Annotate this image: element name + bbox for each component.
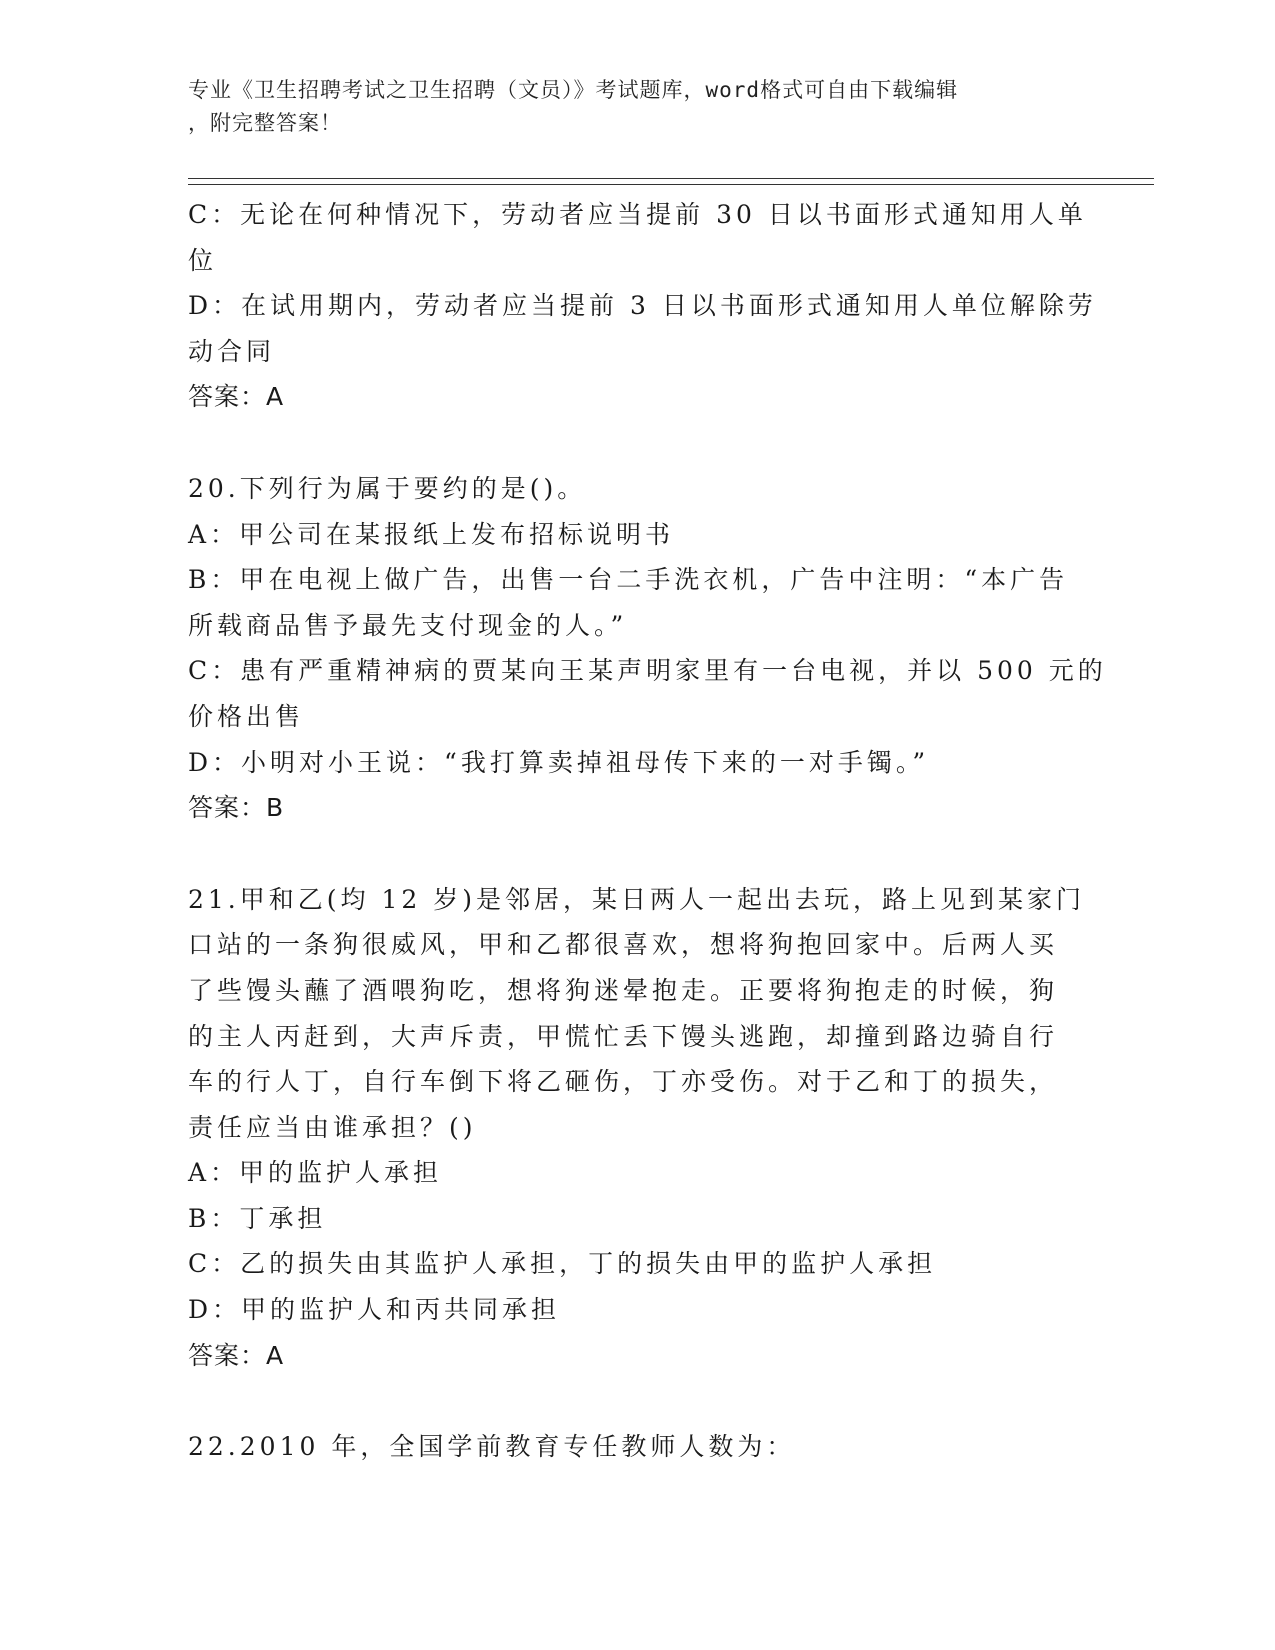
question-stem: 22.2010 年，全国学前教育专任教师人数为： [188, 1432, 796, 1462]
option-a: A：甲公司在某报纸上发布招标说明书 [188, 519, 675, 549]
option-d: D：小明对小王说：“我打算卖掉祖母传下来的一对手镯。” [188, 747, 930, 777]
option-d: D：在试用期内，劳动者应当提前 3 日以书面形式通知用人单位解除劳 [188, 291, 1097, 321]
question-stem: 20.下列行为属于要约的是()。 [188, 473, 587, 503]
question-stem-line: 车的行人丁，自行车倒下将乙砸伤，丁亦受伤。对于乙和丁的损失， [188, 1067, 1059, 1097]
question-stem-line: 口站的一条狗很威风，甲和乙都很喜欢，想将狗抱回家中。后两人买 [188, 930, 1059, 960]
option-b-continued: 所载商品售予最先支付现金的人。” [188, 610, 628, 640]
header-double-rule [188, 178, 1154, 185]
question-stem-line: 的主人丙赶到，大声斥责，甲慌忙丢下馒头逃跑，却撞到路边骑自行 [188, 1021, 1059, 1051]
option-c: C：乙的损失由其监护人承担，丁的损失由甲的监护人承担 [188, 1249, 937, 1279]
option-c-continued: 位 [188, 245, 218, 275]
answer: 答案：A [188, 382, 285, 412]
question-stem-line: 21.甲和乙(均 12 岁)是邻居，某日两人一起出去玩，路上见到某家门 [188, 884, 1085, 914]
question-stem-line: 责任应当由谁承担？() [188, 1112, 477, 1142]
option-c: C：患有严重精神病的贾某向王某声明家里有一台电视，并以 500 元的 [188, 656, 1107, 686]
question-20 [188, 466, 1107, 831]
question-21 [188, 877, 1088, 1379]
question-stem-line: 了些馒头蘸了酒喂狗吃，想将狗迷晕抱走。正要将狗抱走的时候，狗 [188, 975, 1059, 1005]
header-line-2: ，附完整答案！ [188, 111, 342, 135]
question-22 [188, 1424, 1088, 1470]
document-header [188, 74, 1068, 140]
answer: 答案：B [188, 793, 285, 823]
option-a: A：甲的监护人承担 [188, 1158, 443, 1188]
spacer [188, 420, 1088, 466]
option-b: B：甲在电视上做广告，出售一台二手洗衣机，广告中注明：“本广告 [188, 565, 1069, 595]
header-line-1: 专业《卫生招聘考试之卫生招聘（文员）》考试题库，word格式可自由下载编辑 [188, 78, 959, 102]
option-c-continued: 价格出售 [188, 701, 305, 731]
carryover-question [188, 192, 1097, 420]
option-d-continued: 动合同 [188, 336, 276, 366]
question-content [188, 192, 1107, 1470]
spacer [188, 1378, 1088, 1424]
option-d: D：甲的监护人和丙共同承担 [188, 1295, 561, 1325]
option-b: B：丁承担 [188, 1203, 327, 1233]
answer: 答案：A [188, 1340, 285, 1370]
option-c: C：无论在何种情况下，劳动者应当提前 30 日以书面形式通知用人单 [188, 200, 1087, 229]
spacer [188, 831, 1088, 877]
